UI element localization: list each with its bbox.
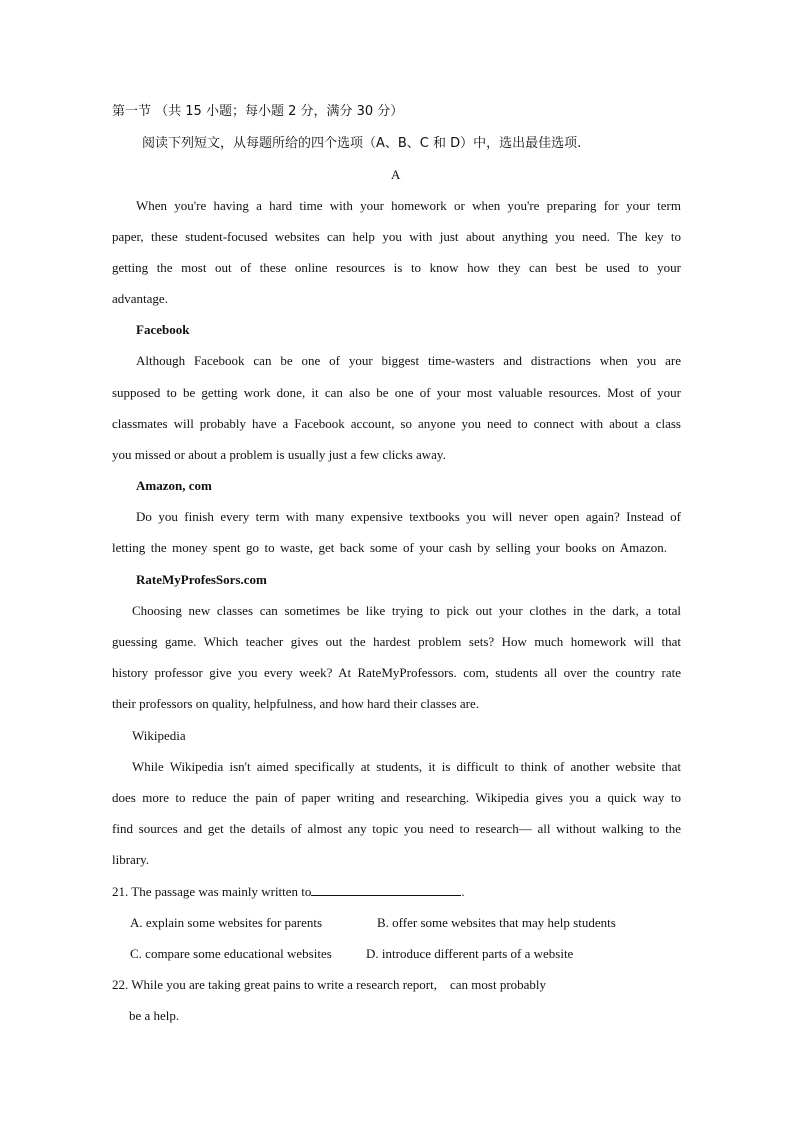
ratemyprofessors-line-4: their professors on quality, helpfulness, and how hard their classes are. <box>112 696 480 711</box>
facebook-line-2: supposed to be getting work done, it can also be one of your most valuable resources. Most of your <box>112 385 681 400</box>
question-21-option-c[interactable]: C. compare some educational websites <box>130 946 332 961</box>
answer-blank[interactable] <box>311 884 461 896</box>
question-21-end: . <box>461 884 465 899</box>
facebook-line-3: classmates will probably have a Facebook account, so anyone you need to connect with about a class <box>112 416 681 431</box>
ratemyprofessors-line-1: Choosing new classes can sometimes be like trying to pick out your clothes in the dark, a total <box>132 603 681 618</box>
amazon-line-2: letting the money spent go to waste, get back some of your cash by selling your books on Amazon. <box>112 540 667 555</box>
facebook-heading: Facebook <box>136 322 190 337</box>
wikipedia-line-4: library. <box>112 852 150 867</box>
amazon-heading: Amazon, com <box>136 478 212 493</box>
passage-intro-line-2: paper, these student-focused websites can help you with just about anything you need. The key to <box>112 229 681 244</box>
question-22-continuation: be a help. <box>129 1008 180 1023</box>
facebook-line-4: you missed or about a problem is usually just a few clicks away. <box>112 447 446 462</box>
instructions: 阅读下列短文，从每题所给的四个选项（A、B、C 和 D）中，选出最佳选项. <box>142 136 582 151</box>
ratemyprofessors-heading: RateMyProfesSors.com <box>136 572 267 587</box>
amazon-line-1: Do you finish every term with many expensive textbooks you will never open again? Instead of <box>136 509 681 524</box>
question-21-option-b[interactable]: B. offer some websites that may help students <box>377 915 616 930</box>
passage-intro-line-3: getting the most out of these online resources is to know how they can best be used to your <box>112 260 681 275</box>
passage-intro-line-4: advantage. <box>112 291 168 306</box>
wikipedia-line-3: find sources and get the details of almost any topic you need to research— all without walking to the <box>112 821 681 836</box>
question-21-stem: 21. The passage was mainly written to <box>112 884 312 899</box>
ratemyprofessors-line-2: guessing game. Which teacher gives out the hardest problem sets? How much homework will that <box>112 634 681 649</box>
question-22-stem: 22. While you are taking great pains to write a research report, can most probably <box>112 977 547 992</box>
question-21-option-d[interactable]: D. introduce different parts of a website <box>366 946 574 961</box>
question-21-option-a[interactable]: A. explain some websites for parents <box>130 915 323 930</box>
wikipedia-heading: Wikipedia <box>132 728 186 743</box>
wikipedia-line-2: does more to reduce the pain of paper writing and researching. Wikipedia gives you a quick way to <box>112 790 681 805</box>
question-21 <box>112 884 465 900</box>
passage-intro-line-1: When you're having a hard time with your homework or when you're preparing for your term <box>136 198 681 213</box>
section-title: 第一节 （共 15 小题；每小题 2 分，满分 30 分） <box>112 104 404 119</box>
passage-label: A <box>391 167 401 182</box>
facebook-line-1: Although Facebook can be one of your biggest time-wasters and distractions when you are <box>136 353 681 368</box>
wikipedia-line-1: While Wikipedia isn't aimed specifically at students, it is difficult to think of another website that <box>132 759 681 774</box>
ratemyprofessors-line-3: history professor give you every week? At RateMyProfessors. com, students all over the country rate <box>112 665 681 680</box>
